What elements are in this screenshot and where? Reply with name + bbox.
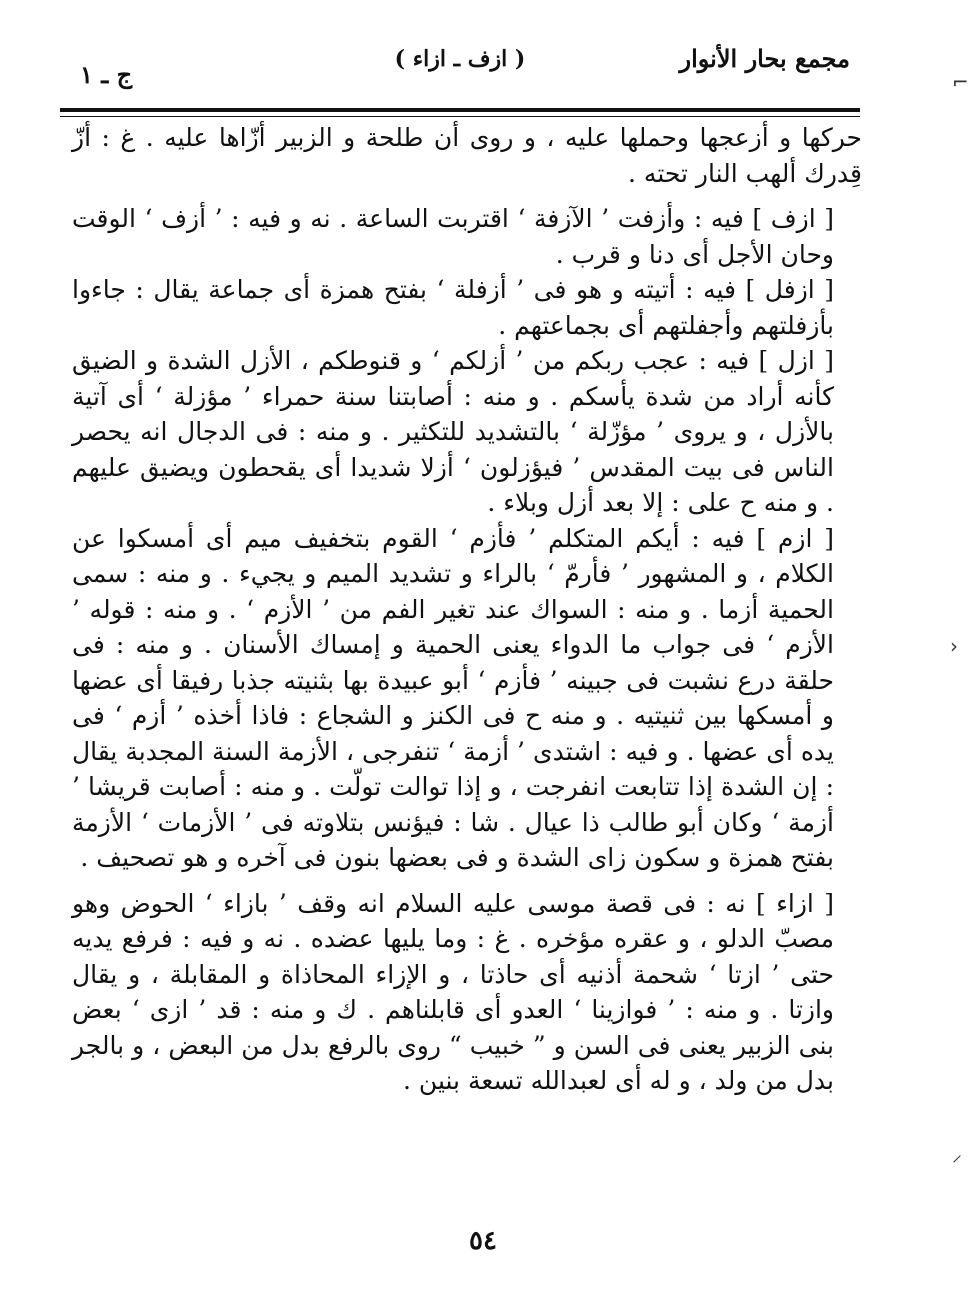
entry-azfal: [ ازفل ] فيه : أتيته و هو فى ’ أزفلة ‘ بفتح همزة أى جماعة يقال : جاءوا بأزفلتهم وأجفلتهم أى بجماعتهم . <box>72 275 834 340</box>
margin-tick-mark: ⌐ <box>952 70 969 94</box>
margin-tick-mark: › <box>950 634 958 658</box>
header-rule-thin <box>60 116 860 117</box>
entry-azm: [ ازم ] فيه : أيكم المتكلم ’ فأزم ‘ القوم بتخفيف ميم أى أمسكوا عن الكلام ، و المشهور ’ فأرمّ ‘ بالراء و تشديد الميم و يجيء . و منه : سمى الحمية أزما . و منه : السواك عند تغير الفم من ’ الأزم ‘ . و منه : قوله ’ الأزم ‘ فى جواب ما الدواء يعنى الحمية و إمساك الأسنان . و منه : فى حلقة درع نشبت فى جبينه ’ فأزم ‘ أبو عبيدة بها بثنيته جذبا رفيقا أى عضها و أمسكها بين ثنيتيه . و منه ح فى الكنز و الشجاع : فاذا أخذه ’ أزم ‘ فى يده أى عضها . و فيه : اشتدى ’ أزمة ‘ تنفرجى ، الأزمة السنة المجدبة يقال : إن الشدة إذا تتابعت انفرجت ، و إذا توالت تولّت . و منه : أصابت قريشا ’ أزمة ‘ وكان أبو طالب ذا عيال . شا : فيؤنس بتلاوته فى ’ الأزمات ‘ الأزمة بفتح همزة و سكون زاى الشدة و فى بعضها بنون فى آخره و هو تصحيف . <box>72 523 834 872</box>
entry-azaa: [ ازاء ] نه : فى قصة موسى عليه السلام انه وقف ’ بازاء ‘ الحوض وهو مصبّ الدلو ، و عقره مؤخره . غ : وما يليها عضده . نه و فيه : فرفع يديه حتى ’ ازتا ‘ شحمة أذنيه أى حاذتا ، و الإزاء المحاذاة و المقابلة ، و يقال وازتا . و منه : ’ فوازينا ‘ العدو أى قابلناهم . ك و منه : قد ’ ازى ‘ بعض بنى الزبير يعنى فى السن و ” خبيب “ روى بالرفع بدل من البعض ، و بالجر بدل من ولد ، و له أى لعبدالله تسعة بنين . <box>72 888 834 1095</box>
entry-azl: [ ازل ] فيه : عجب ربكم من ’ أزلكم ‘ و قنوطكم ، الأزل الشدة و الضيق كأنه أراد من شدة يأسكم . و منه : أصابتنا سنة حمراء ’ مؤزلة ‘ أى آتية بالأزل ، و يروى ’ مؤزّلة ‘ بالتشديد للتكثير . و منه : فى الدجال انه يحصر الناس فى بيت المقدس ’ فيؤزلون ‘ أزلا شديدا أى يقحطون ويضيق عليهم . و منه ح على : إلا بعد أزل وبلاء . <box>72 346 834 517</box>
page-number: ٥٤ <box>469 1226 497 1256</box>
margin-tick-mark: ⸝ <box>952 1142 962 1166</box>
book-title: مجمع بحار الأنوار <box>679 44 850 73</box>
paragraph-continuation: حركها و أزعجها وحملها عليه ، و روى أن طلحة و الزبير أزّاها عليه . غ : أزّ قِدرك ألهب النار تحته . <box>72 123 862 188</box>
volume-label: ج ـ ١ <box>80 60 133 89</box>
running-header <box>60 40 860 100</box>
body-text <box>72 120 862 1099</box>
entry-range: ( ازف ـ ازاء ) <box>394 46 526 72</box>
header-rule-thick <box>60 108 860 112</box>
entry-azf: [ ازف ] فيه : وأزفت ’ الآزفة ‘ اقتربت الساعة . نه و فيه : ’ أزف ‘ الوقت وحان الأجل أى دنا و قرب . <box>72 204 834 269</box>
